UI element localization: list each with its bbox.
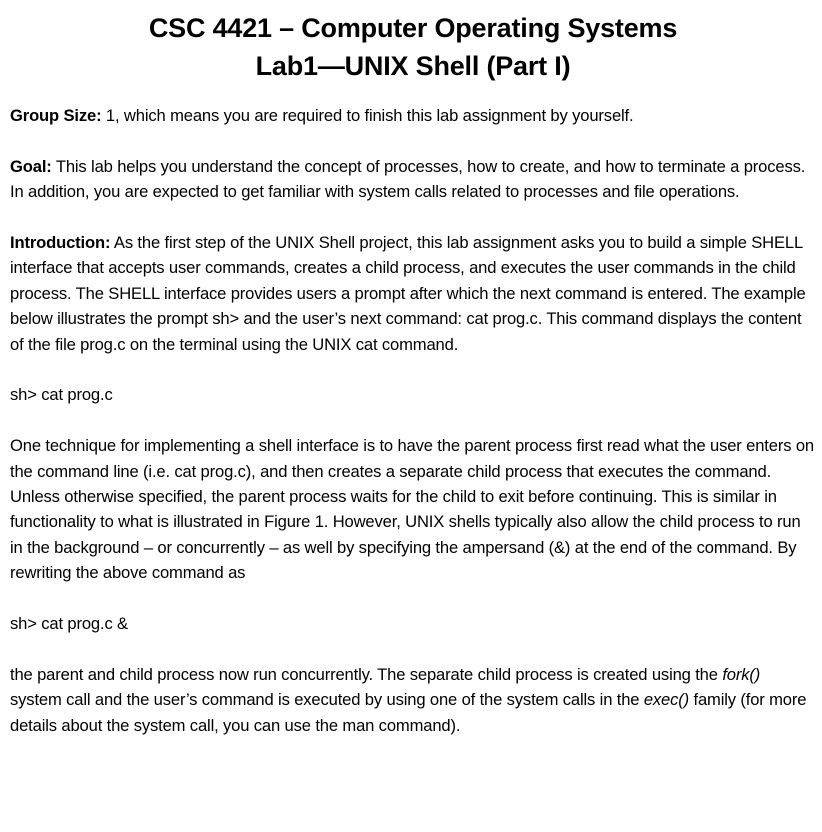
group-size-paragraph [10, 103, 816, 128]
final-text-part-3: family (for more details about the system call, you can use the man command). [10, 690, 807, 735]
fork-call: fork() [722, 664, 761, 684]
group-size-label: Group Size: [10, 106, 102, 125]
final-paragraph [10, 662, 816, 738]
final-text-part-1: the parent and child process now run concurrently. The separate child process is created using the [10, 664, 723, 684]
exec-call: exec() [643, 690, 690, 710]
introduction-text: As the first step of the UNIX Shell project, this lab assignment asks you to build a simple SHELL interface that accepts user commands, creates a child process, and executes the user commands in the child process. The SHELL interface provides users a prompt after which the next command is entered. The example below illustrates the prompt sh> and the user’s next command: cat prog.c. This command displays the content of the file prog.c on the terminal using the UNIX cat command. [10, 233, 806, 354]
goal-text: This lab helps you understand the concept of processes, how to create, and how to terminate a process. In addition, you are expected to get familiar with system calls related to processes and file operations. [10, 156, 806, 202]
title-line-1: CSC 4421 – Computer Operating Systems [148, 13, 678, 43]
title-line-2: Lab1—UNIX Shell (Part I) [255, 51, 571, 81]
introduction-label: Introduction: [10, 233, 111, 252]
document-title [10, 0, 816, 85]
command-example-2: sh> cat prog.c & [10, 614, 128, 634]
introduction-paragraph [10, 230, 816, 357]
document-body [10, 103, 816, 738]
final-text-part-2: system call and the user’s command is executed by using one of the system calls in the [10, 690, 644, 710]
command-example-1: sh> cat prog.c [10, 385, 113, 405]
group-size-text: 1, which means you are required to finish this lab assignment by yourself. [101, 106, 634, 125]
goal-paragraph [10, 154, 816, 205]
technique-paragraph: One technique for implementing a shell interface is to have the parent process first read what the user enters on the command line (i.e. cat prog.c), and then creates a separate child process that executes the command. Unless otherwise specified, the parent process waits for the child to exit before continuing. This is similar in functionality to what is illustrated in Figure 1. However, UNIX shells typically also allow the child process to run in the background – or concurrently – as well by specifying the ampersand (&) at the end of the command. By rewriting the above command as [10, 436, 814, 583]
goal-label: Goal: [10, 156, 52, 176]
